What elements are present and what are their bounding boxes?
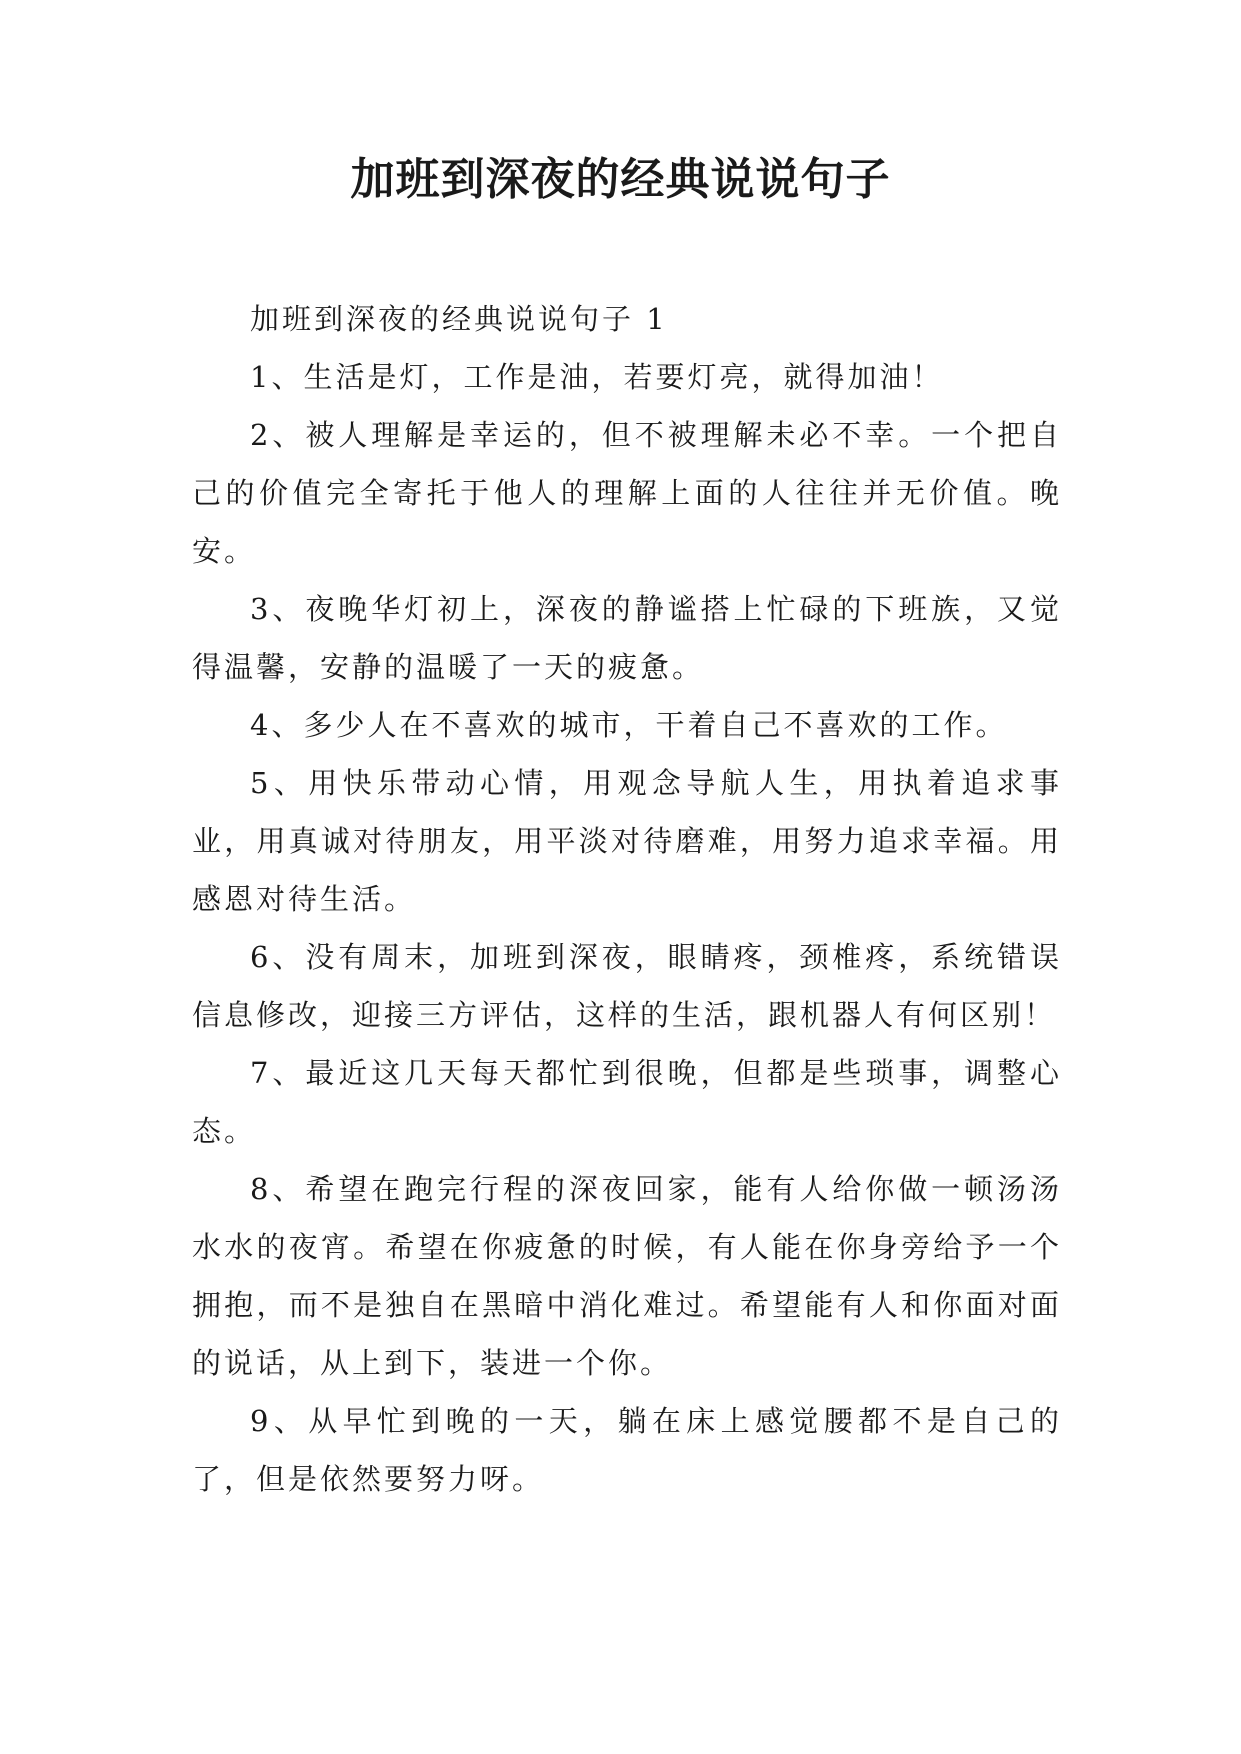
paragraph-5: 5、用快乐带动心情，用观念导航人生，用执着追求事业，用真诚对待朋友，用平淡对待磨难，用努力追求幸福。用感恩对待生活。 (192, 766, 1062, 916)
paragraph-8: 8、希望在跑完行程的深夜回家，能有人给你做一顿汤汤水水的夜宵。希望在你疲惫的时候，有人能在你身旁给予一个拥抱，而不是独自在黑暗中消化难过。希望能有人和你面对面的说话，从上到下，装进一个你。 (192, 1172, 1062, 1380)
paragraph-2: 2、被人理解是幸运的，但不被理解未必不幸。一个把自己的价值完全寄托于他人的理解上面的人往往并无价值。晚安。 (192, 418, 1062, 568)
document-title: 加班到深夜的经典说说句子 (350, 154, 891, 205)
paragraph-7: 7、最近这几天每天都忙到很晚，但都是些琐事，调整心态。 (192, 1056, 1062, 1148)
document-body (192, 290, 1062, 1508)
paragraph-6: 6、没有周末，加班到深夜，眼睛疼，颈椎疼，系统错误信息修改，迎接三方评估，这样的生活，跟机器人有何区别！ (192, 940, 1062, 1032)
paragraph-3: 3、夜晚华灯初上，深夜的静谧搭上忙碌的下班族，又觉得温馨，安静的温暖了一天的疲惫。 (192, 592, 1062, 684)
paragraph-4: 4、多少人在不喜欢的城市，干着自己不喜欢的工作。 (250, 708, 1008, 742)
paragraph-9: 9、从早忙到晚的一天，躺在床上感觉腰都不是自己的了，但是依然要努力呀。 (192, 1404, 1062, 1496)
section-heading: 加班到深夜的经典说说句子 1 (250, 302, 668, 336)
paragraph-1: 1、生活是灯，工作是油，若要灯亮，就得加油！ (250, 360, 944, 394)
